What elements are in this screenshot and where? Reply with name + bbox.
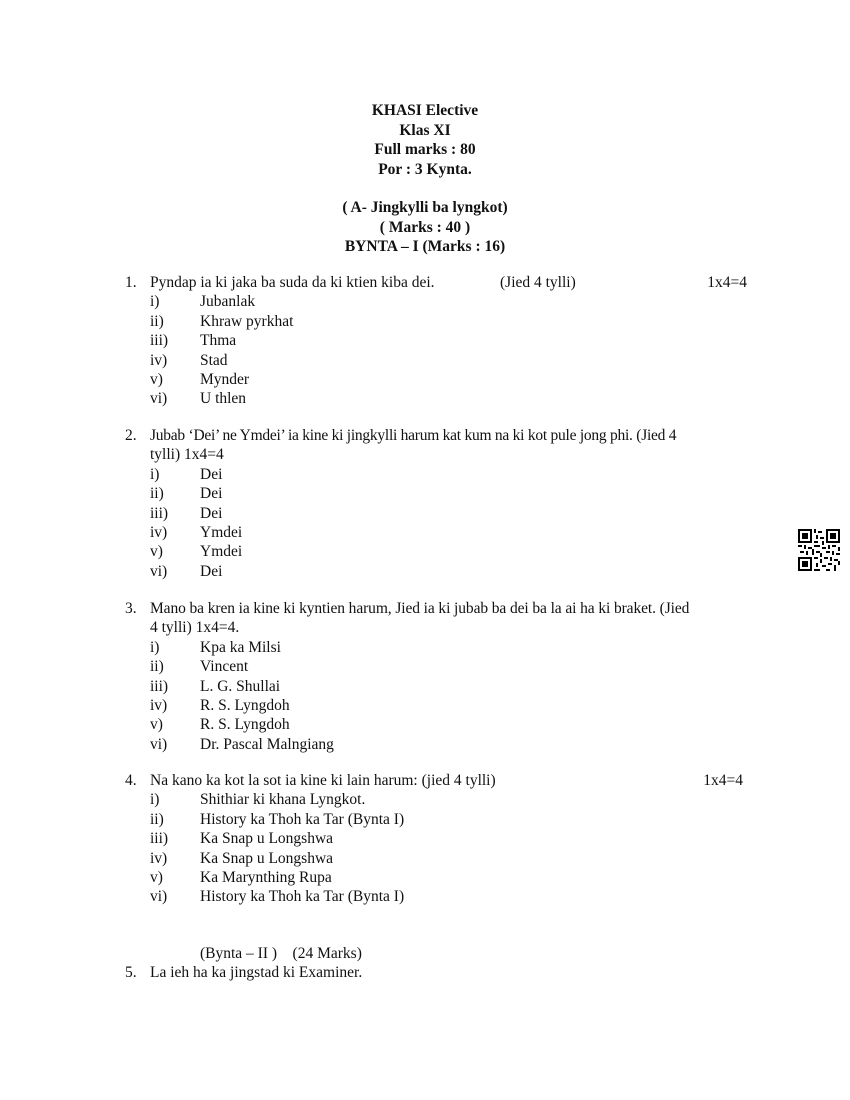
option-item: ii) History ka Thoh ka Tar (Bynta I) (150, 810, 405, 828)
question-number: 3. (125, 600, 137, 617)
option-item: iv) Ka Snap u Longshwa (150, 849, 334, 867)
question-text-cont: tylli) 1x4=4 (150, 446, 224, 464)
option-item: ii) Vincent (150, 658, 249, 676)
option-item: vi) Dei (150, 562, 223, 580)
option-item: vi) Dr. Pascal Malngiang (150, 735, 334, 753)
option-item: iv) Ymdei (150, 523, 243, 541)
time-allowed: Por : 3 Kynta. (378, 160, 472, 178)
question-number: 2. (125, 427, 137, 444)
exam-header (0, 101, 850, 257)
option-item: v) Ka Marynthing Rupa (150, 868, 332, 886)
question-text: Jubab ‘Dei’ ne Ymdei’ ia kine ki jingkylli harum kat kum na ki kot pule jong phi. (Jied 4 (150, 427, 677, 444)
option-item: ii) Dei (150, 485, 223, 503)
option-item: iv) R. S. Lyngdoh (150, 696, 290, 714)
option-item: i) Kpa ka Milsi (150, 638, 281, 656)
question-marks: 1x4=4 (707, 274, 747, 291)
question-text: Pyndap ia ki jaka ba suda da ki ktien kiba dei. (150, 274, 435, 291)
part-a-title: ( A- Jingkylli ba lyngkot) (342, 199, 508, 216)
qr-code-icon (798, 529, 840, 571)
option-item: vi) History ka Thoh ka Tar (Bynta I) (150, 888, 405, 906)
question-text: La ieh ha ka jingstad ki Examiner. (150, 964, 363, 981)
option-item: ii) Khraw pyrkhat (150, 312, 294, 330)
question-number: 5. (125, 964, 137, 981)
full-marks: Full marks : 80 (374, 141, 476, 158)
question-2 (125, 426, 750, 581)
subject-title: KHASI Elective (371, 102, 479, 119)
option-item: i) Dei (150, 465, 223, 483)
question-4 (125, 771, 750, 907)
part-a-marks: ( Marks : 40 ) (379, 218, 471, 236)
option-item: iv) Stad (150, 351, 228, 369)
question-text: Na kano ka kot la sot ia kine ki lain harum: (jied 4 tylli) (150, 772, 496, 789)
option-item: v) R. S. Lyngdoh (150, 716, 290, 734)
option-item: iii) Ka Snap u Longshwa (150, 830, 334, 848)
option-item: vi) U thlen (150, 390, 247, 408)
option-item: v) Mynder (150, 370, 250, 388)
option-item: iii) Thma (150, 332, 237, 350)
bynta-1-title: BYNTA – I (Marks : 16) (344, 238, 506, 255)
question-1 (125, 273, 750, 409)
class-label: Klas XI (399, 121, 451, 139)
option-item: v) Ymdei (150, 543, 243, 561)
question-text-cont: 4 tylli) 1x4=4. (150, 619, 240, 637)
question-marks: 1x4=4 (703, 772, 743, 789)
question-3 (125, 599, 750, 754)
bynta-2-heading: (Bynta – II ) (24 Marks) (200, 945, 362, 962)
option-item: iii) L. G. Shullai (150, 677, 281, 695)
option-item: i) Jubanlak (150, 293, 256, 311)
question-number: 1. (125, 274, 137, 291)
question-text: Mano ba kren ia kine ki kyntien harum, Jied ia ki jubab ba dei ba la ai ha ki braket. (Jied (150, 600, 690, 617)
question-number: 4. (125, 772, 137, 789)
question-5 (125, 963, 750, 982)
option-item: iii) Dei (150, 504, 223, 522)
option-item: i) Shithiar ki khana Lyngkot. (150, 791, 366, 809)
question-note: (Jied 4 tylli) (500, 274, 576, 291)
